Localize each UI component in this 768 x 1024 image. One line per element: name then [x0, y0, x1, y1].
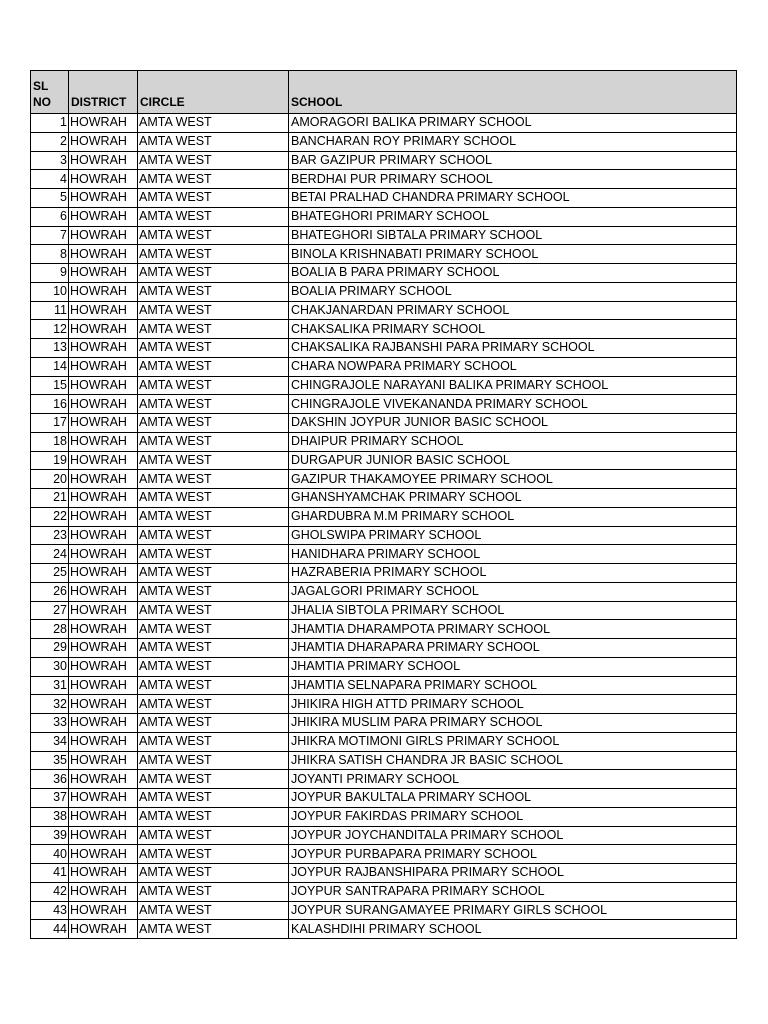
circle-cell: AMTA WEST: [138, 264, 289, 283]
circle-cell: AMTA WEST: [138, 676, 289, 695]
district-cell: HOWRAH: [69, 207, 138, 226]
sl-no-cell: 19: [31, 451, 69, 470]
school-cell: HANIDHARA PRIMARY SCHOOL: [289, 545, 737, 564]
table-row: [31, 320, 737, 339]
table-row: [31, 339, 737, 358]
sl-no-cell: 18: [31, 432, 69, 451]
circle-cell: AMTA WEST: [138, 751, 289, 770]
circle-cell: AMTA WEST: [138, 639, 289, 658]
district-cell: HOWRAH: [69, 320, 138, 339]
district-cell: HOWRAH: [69, 170, 138, 189]
table-row: [31, 507, 737, 526]
sl-no-cell: 43: [31, 901, 69, 920]
table-row: [31, 189, 737, 208]
table-row: [31, 826, 737, 845]
sl-no-cell: 5: [31, 189, 69, 208]
table-row: [31, 807, 737, 826]
sl-no-cell: 34: [31, 732, 69, 751]
circle-cell: AMTA WEST: [138, 432, 289, 451]
circle-cell: AMTA WEST: [138, 414, 289, 433]
district-cell: HOWRAH: [69, 339, 138, 358]
table-row: [31, 207, 737, 226]
sl-no-cell: 17: [31, 414, 69, 433]
table-row: [31, 901, 737, 920]
school-cell: JHAMTIA DHARAPARA PRIMARY SCHOOL: [289, 639, 737, 658]
sl-no-cell: 41: [31, 864, 69, 883]
circle-cell: AMTA WEST: [138, 807, 289, 826]
circle-cell: AMTA WEST: [138, 320, 289, 339]
district-cell: HOWRAH: [69, 845, 138, 864]
circle-cell: AMTA WEST: [138, 564, 289, 583]
circle-cell: AMTA WEST: [138, 901, 289, 920]
table-row: [31, 545, 737, 564]
district-cell: HOWRAH: [69, 470, 138, 489]
school-cell: GHARDUBRA M.M PRIMARY SCHOOL: [289, 507, 737, 526]
school-cell: JAGALGORI PRIMARY SCHOOL: [289, 582, 737, 601]
district-cell: HOWRAH: [69, 920, 138, 939]
district-cell: HOWRAH: [69, 676, 138, 695]
school-list-table: [30, 70, 737, 939]
school-cell: BHATEGHORI SIBTALA PRIMARY SCHOOL: [289, 226, 737, 245]
sl-no-cell: 30: [31, 657, 69, 676]
sl-no-cell: 6: [31, 207, 69, 226]
table-row: [31, 114, 737, 133]
school-cell: JOYPUR RAJBANSHIPARA PRIMARY SCHOOL: [289, 864, 737, 883]
school-cell: JHAMTIA SELNAPARA PRIMARY SCHOOL: [289, 676, 737, 695]
sl-no-cell: 12: [31, 320, 69, 339]
school-cell: CHAKSALIKA PRIMARY SCHOOL: [289, 320, 737, 339]
school-cell: BANCHARAN ROY PRIMARY SCHOOL: [289, 132, 737, 151]
district-cell: HOWRAH: [69, 601, 138, 620]
table-row: [31, 245, 737, 264]
district-cell: HOWRAH: [69, 620, 138, 639]
school-cell: BAR GAZIPUR PRIMARY SCHOOL: [289, 151, 737, 170]
table-row: [31, 264, 737, 283]
circle-cell: AMTA WEST: [138, 526, 289, 545]
sl-no-cell: 27: [31, 601, 69, 620]
circle-cell: AMTA WEST: [138, 789, 289, 808]
district-cell: HOWRAH: [69, 489, 138, 508]
sl-no-cell: 28: [31, 620, 69, 639]
table-row: [31, 451, 737, 470]
school-cell: GHOLSWIPA PRIMARY SCHOOL: [289, 526, 737, 545]
table-row: [31, 282, 737, 301]
table-row: [31, 432, 737, 451]
circle-cell: AMTA WEST: [138, 226, 289, 245]
circle-cell: AMTA WEST: [138, 920, 289, 939]
sl-no-cell: 33: [31, 714, 69, 733]
table-row: [31, 657, 737, 676]
circle-cell: AMTA WEST: [138, 470, 289, 489]
table-row: [31, 170, 737, 189]
sl-no-cell: 2: [31, 132, 69, 151]
district-cell: HOWRAH: [69, 395, 138, 414]
table-row: [31, 714, 737, 733]
school-cell: JOYPUR BAKULTALA PRIMARY SCHOOL: [289, 789, 737, 808]
district-cell: HOWRAH: [69, 582, 138, 601]
circle-cell: AMTA WEST: [138, 189, 289, 208]
circle-cell: AMTA WEST: [138, 601, 289, 620]
sl-no-cell: 14: [31, 357, 69, 376]
circle-cell: AMTA WEST: [138, 695, 289, 714]
school-cell: BOALIA B PARA PRIMARY SCHOOL: [289, 264, 737, 283]
sl-no-cell: 22: [31, 507, 69, 526]
table-row: [31, 226, 737, 245]
sl-no-cell: 16: [31, 395, 69, 414]
district-cell: HOWRAH: [69, 357, 138, 376]
district-cell: HOWRAH: [69, 151, 138, 170]
sl-no-cell: 44: [31, 920, 69, 939]
school-cell: HAZRABERIA PRIMARY SCHOOL: [289, 564, 737, 583]
school-cell: DHAIPUR PRIMARY SCHOOL: [289, 432, 737, 451]
sl-no-cell: 37: [31, 789, 69, 808]
district-cell: HOWRAH: [69, 507, 138, 526]
sl-no-cell: 11: [31, 301, 69, 320]
district-cell: HOWRAH: [69, 432, 138, 451]
sl-no-cell: 15: [31, 376, 69, 395]
table-row: [31, 489, 737, 508]
table-row: [31, 601, 737, 620]
circle-cell: AMTA WEST: [138, 882, 289, 901]
sl-no-cell: 20: [31, 470, 69, 489]
district-cell: HOWRAH: [69, 376, 138, 395]
table-row: [31, 470, 737, 489]
table-row: [31, 695, 737, 714]
circle-cell: AMTA WEST: [138, 732, 289, 751]
table-row: [31, 751, 737, 770]
table-row: [31, 676, 737, 695]
district-cell: HOWRAH: [69, 414, 138, 433]
circle-cell: AMTA WEST: [138, 620, 289, 639]
sl-no-cell: 26: [31, 582, 69, 601]
district-cell: HOWRAH: [69, 826, 138, 845]
table-row: [31, 845, 737, 864]
circle-cell: AMTA WEST: [138, 282, 289, 301]
district-cell: HOWRAH: [69, 864, 138, 883]
table-row: [31, 770, 737, 789]
sl-no-cell: 25: [31, 564, 69, 583]
school-cell: JHIKIRA MUSLIM PARA PRIMARY SCHOOL: [289, 714, 737, 733]
circle-cell: AMTA WEST: [138, 657, 289, 676]
school-cell: GAZIPUR THAKAMOYEE PRIMARY SCHOOL: [289, 470, 737, 489]
circle-cell: AMTA WEST: [138, 582, 289, 601]
circle-cell: AMTA WEST: [138, 339, 289, 358]
table-row: [31, 395, 737, 414]
circle-cell: AMTA WEST: [138, 507, 289, 526]
district-cell: HOWRAH: [69, 732, 138, 751]
sl-no-cell: 40: [31, 845, 69, 864]
school-cell: JOYPUR PURBAPARA PRIMARY SCHOOL: [289, 845, 737, 864]
sl-no-cell: 3: [31, 151, 69, 170]
circle-cell: AMTA WEST: [138, 489, 289, 508]
school-cell: CHAKSALIKA RAJBANSHI PARA PRIMARY SCHOOL: [289, 339, 737, 358]
table-row: [31, 376, 737, 395]
district-cell: HOWRAH: [69, 657, 138, 676]
school-cell: DAKSHIN JOYPUR JUNIOR BASIC SCHOOL: [289, 414, 737, 433]
sl-no-cell: 23: [31, 526, 69, 545]
header-row: [31, 71, 737, 114]
school-cell: JOYPUR FAKIRDAS PRIMARY SCHOOL: [289, 807, 737, 826]
table-row: [31, 526, 737, 545]
school-cell: JOYPUR SANTRAPARA PRIMARY SCHOOL: [289, 882, 737, 901]
school-cell: CHARA NOWPARA PRIMARY SCHOOL: [289, 357, 737, 376]
circle-cell: AMTA WEST: [138, 151, 289, 170]
sl-no-cell: 38: [31, 807, 69, 826]
circle-cell: AMTA WEST: [138, 245, 289, 264]
table-row: [31, 151, 737, 170]
table-row: [31, 789, 737, 808]
school-cell: BERDHAI PUR PRIMARY SCHOOL: [289, 170, 737, 189]
district-cell: HOWRAH: [69, 264, 138, 283]
table-row: [31, 414, 737, 433]
circle-cell: AMTA WEST: [138, 845, 289, 864]
circle-cell: AMTA WEST: [138, 714, 289, 733]
table-row: [31, 582, 737, 601]
district-cell: HOWRAH: [69, 226, 138, 245]
sl-no-cell: 35: [31, 751, 69, 770]
school-cell: DURGAPUR JUNIOR BASIC SCHOOL: [289, 451, 737, 470]
sl-no-cell: 9: [31, 264, 69, 283]
district-cell: HOWRAH: [69, 564, 138, 583]
table-row: [31, 132, 737, 151]
district-cell: HOWRAH: [69, 545, 138, 564]
district-cell: HOWRAH: [69, 807, 138, 826]
district-cell: HOWRAH: [69, 751, 138, 770]
table-row: [31, 357, 737, 376]
district-cell: HOWRAH: [69, 789, 138, 808]
table-row: [31, 732, 737, 751]
district-cell: HOWRAH: [69, 770, 138, 789]
school-cell: CHINGRAJOLE VIVEKANANDA PRIMARY SCHOOL: [289, 395, 737, 414]
circle-cell: AMTA WEST: [138, 395, 289, 414]
sl-no-cell: 8: [31, 245, 69, 264]
sl-no-cell: 24: [31, 545, 69, 564]
circle-cell: AMTA WEST: [138, 357, 289, 376]
school-cell: JHAMTIA PRIMARY SCHOOL: [289, 657, 737, 676]
circle-cell: AMTA WEST: [138, 770, 289, 789]
district-cell: HOWRAH: [69, 132, 138, 151]
district-cell: HOWRAH: [69, 882, 138, 901]
table-row: [31, 882, 737, 901]
school-cell: JHIKRA SATISH CHANDRA JR BASIC SCHOOL: [289, 751, 737, 770]
table-row: [31, 920, 737, 939]
district-cell: HOWRAH: [69, 639, 138, 658]
circle-cell: AMTA WEST: [138, 114, 289, 133]
school-cell: JHALIA SIBTOLA PRIMARY SCHOOL: [289, 601, 737, 620]
school-cell: KALASHDIHI PRIMARY SCHOOL: [289, 920, 737, 939]
district-cell: HOWRAH: [69, 451, 138, 470]
table-body: [31, 114, 737, 939]
district-cell: HOWRAH: [69, 189, 138, 208]
district-cell: HOWRAH: [69, 245, 138, 264]
school-cell: AMORAGORI BALIKA PRIMARY SCHOOL: [289, 114, 737, 133]
district-cell: HOWRAH: [69, 526, 138, 545]
sl-no-cell: 32: [31, 695, 69, 714]
sl-no-cell: 36: [31, 770, 69, 789]
sl-no-cell: 10: [31, 282, 69, 301]
circle-cell: AMTA WEST: [138, 545, 289, 564]
school-cell: JOYPUR SURANGAMAYEE PRIMARY GIRLS SCHOOL: [289, 901, 737, 920]
school-cell: CHINGRAJOLE NARAYANI BALIKA PRIMARY SCHOOL: [289, 376, 737, 395]
table-row: [31, 864, 737, 883]
district-cell: HOWRAH: [69, 695, 138, 714]
school-cell: JOYANTI PRIMARY SCHOOL: [289, 770, 737, 789]
district-cell: HOWRAH: [69, 282, 138, 301]
sl-no-cell: 31: [31, 676, 69, 695]
school-cell: BHATEGHORI PRIMARY SCHOOL: [289, 207, 737, 226]
table-row: [31, 301, 737, 320]
sl-no-cell: 42: [31, 882, 69, 901]
circle-cell: AMTA WEST: [138, 132, 289, 151]
school-cell: GHANSHYAMCHAK PRIMARY SCHOOL: [289, 489, 737, 508]
school-cell: BETAI PRALHAD CHANDRA PRIMARY SCHOOL: [289, 189, 737, 208]
circle-cell: AMTA WEST: [138, 376, 289, 395]
sl-no-cell: 21: [31, 489, 69, 508]
school-cell: JOYPUR JOYCHANDITALA PRIMARY SCHOOL: [289, 826, 737, 845]
header-circle: CIRCLE: [138, 71, 289, 114]
district-cell: HOWRAH: [69, 714, 138, 733]
sl-no-cell: 7: [31, 226, 69, 245]
table-row: [31, 564, 737, 583]
circle-cell: AMTA WEST: [138, 826, 289, 845]
circle-cell: AMTA WEST: [138, 864, 289, 883]
school-cell: CHAKJANARDAN PRIMARY SCHOOL: [289, 301, 737, 320]
sl-no-cell: 13: [31, 339, 69, 358]
school-cell: BINOLA KRISHNABATI PRIMARY SCHOOL: [289, 245, 737, 264]
header-school: SCHOOL: [289, 71, 737, 114]
table-row: [31, 620, 737, 639]
circle-cell: AMTA WEST: [138, 301, 289, 320]
district-cell: HOWRAH: [69, 114, 138, 133]
district-cell: HOWRAH: [69, 901, 138, 920]
school-cell: JHIKIRA HIGH ATTD PRIMARY SCHOOL: [289, 695, 737, 714]
circle-cell: AMTA WEST: [138, 451, 289, 470]
district-cell: HOWRAH: [69, 301, 138, 320]
school-cell: BOALIA PRIMARY SCHOOL: [289, 282, 737, 301]
sl-no-cell: 1: [31, 114, 69, 133]
school-cell: JHIKRA MOTIMONI GIRLS PRIMARY SCHOOL: [289, 732, 737, 751]
circle-cell: AMTA WEST: [138, 207, 289, 226]
circle-cell: AMTA WEST: [138, 170, 289, 189]
table-row: [31, 639, 737, 658]
sl-no-cell: 29: [31, 639, 69, 658]
sl-no-cell: 4: [31, 170, 69, 189]
sl-no-cell: 39: [31, 826, 69, 845]
header-sl-no: SL NO: [31, 71, 69, 114]
school-cell: JHAMTIA DHARAMPOTA PRIMARY SCHOOL: [289, 620, 737, 639]
header-district: DISTRICT: [69, 71, 138, 114]
